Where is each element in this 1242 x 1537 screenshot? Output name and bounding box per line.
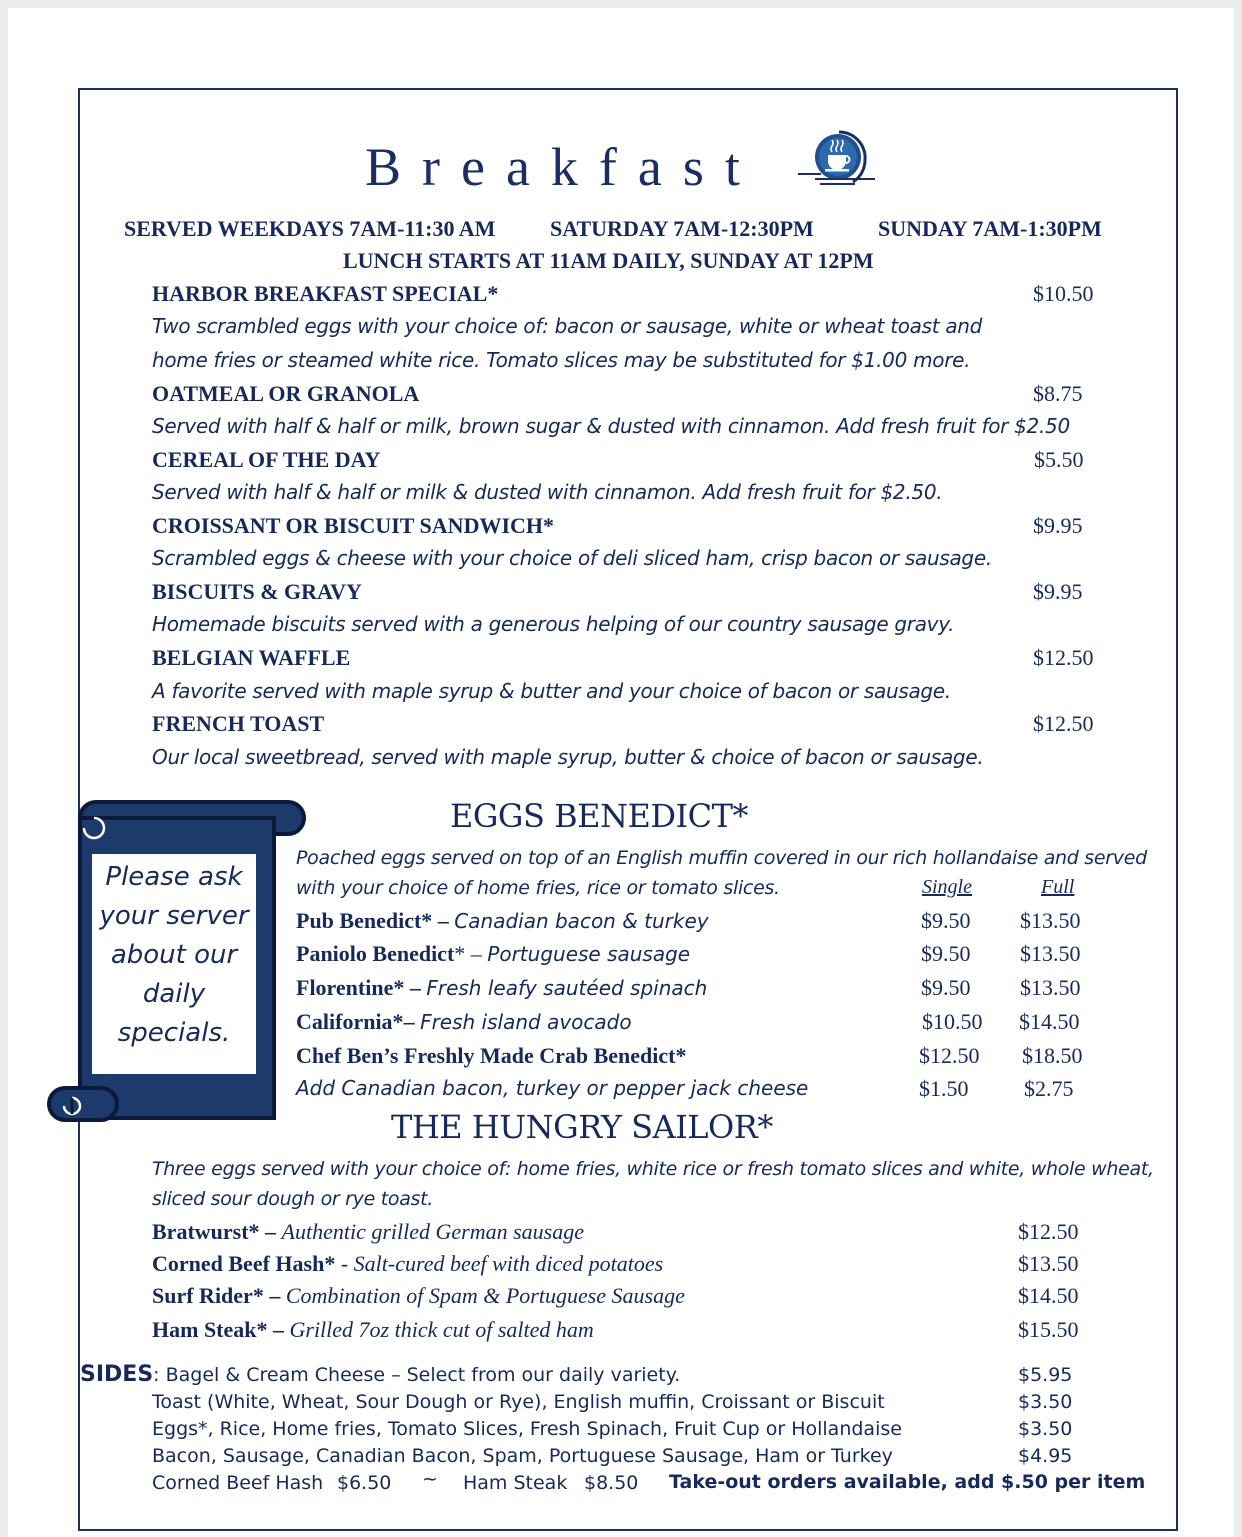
sides-label: SIDES	[80, 1362, 154, 1387]
column-header-single: Single	[922, 876, 972, 898]
item-name: FRENCH TOAST	[152, 711, 325, 736]
sides-corned-beef: Corned Beef Hash	[152, 1472, 324, 1494]
benedict-item	[296, 1043, 686, 1069]
benedict-item	[296, 975, 707, 1001]
eggs-benedict-heading: EGGS BENEDICT*	[450, 797, 748, 835]
sides-tilde: ~	[422, 1468, 438, 1490]
benedict-separator: –	[432, 908, 455, 933]
item-description: Served with half & half or milk, brown sugar & dusted with cinnamon. Add fresh fruit for $2.50	[152, 414, 1070, 438]
sailor-name: Surf Rider*	[152, 1283, 264, 1308]
item-price: $5.50	[1034, 447, 1084, 472]
item-description: A favorite served with maple syrup & butter and your choice of bacon or sausage.	[152, 679, 951, 703]
benedict-name: Pub Benedict*	[296, 908, 433, 933]
item-description: Our local sweetbread, served with maple syrup, butter & choice of bacon or sausage.	[152, 745, 984, 769]
benedict-item-desc: Portuguese sausage	[487, 942, 691, 966]
price-single: $10.50	[922, 1009, 983, 1034]
sailor-description: Three eggs served with your choice of: home fries, white rice or fresh tomato slices and white, whole wheat,	[152, 1158, 1154, 1180]
item-name: CEREAL OF THE DAY	[152, 447, 381, 472]
item-name: HARBOR BREAKFAST SPECIAL*	[152, 281, 499, 306]
price-full: $13.50	[1020, 975, 1081, 1000]
item-price: $9.95	[1033, 513, 1083, 538]
sailor-item	[152, 1283, 685, 1309]
item-description: Two scrambled eggs with your choice of: bacon or sausage, white or wheat toast and	[152, 314, 983, 338]
sides-price: $3.50	[1018, 1418, 1073, 1440]
benedict-name: California*	[296, 1009, 404, 1034]
benedict-item	[296, 908, 709, 934]
sailor-name: Corned Beef Hash*	[152, 1251, 336, 1276]
sailor-description: sliced sour dough or rye toast.	[152, 1188, 434, 1210]
sailor-item	[152, 1251, 663, 1277]
item-description: Served with half & half or milk & dusted with cinnamon. Add fresh fruit for $2.50.	[152, 480, 943, 504]
sailor-name: Ham Steak*	[152, 1317, 268, 1342]
benedict-item	[296, 941, 690, 967]
hours-saturday: SATURDAY 7AM-12:30PM	[550, 216, 814, 241]
item-price: $10.50	[1033, 281, 1094, 306]
item-name: CROISSANT OR BISCUIT SANDWICH*	[152, 513, 555, 538]
daily-specials-note: Please ask your server about our daily specials.	[99, 862, 249, 1048]
item-name: OATMEAL OR GRANOLA	[152, 381, 420, 406]
sides-text: Bacon, Sausage, Canadian Bacon, Spam, Portuguese Sausage, Ham or Turkey	[152, 1445, 893, 1467]
benedict-item-desc: Canadian bacon & turkey	[454, 909, 709, 933]
benedict-item-desc: Fresh leafy sautéed spinach	[426, 976, 708, 1000]
sailor-name: Bratwurst*	[152, 1219, 260, 1244]
sides-text: Toast (White, Wheat, Sour Dough or Rye), English muffin, Croissant or Biscuit	[152, 1391, 885, 1413]
benedict-item	[296, 1009, 632, 1035]
hours-sunday: SUNDAY 7AM-1:30PM	[878, 216, 1102, 241]
sailor-item-desc: Combination of Spam & Portuguese Sausage	[285, 1283, 685, 1308]
sailor-item	[152, 1317, 594, 1343]
price-full: $13.50	[1020, 941, 1081, 966]
item-description: Scrambled eggs & cheese with your choice of deli sliced ham, crisp bacon or sausage.	[152, 546, 992, 570]
takeout-note: Take-out orders available, add $.50 per item	[669, 1471, 1146, 1493]
benedict-name: Chef Ben’s Freshly Made Crab Benedict*	[296, 1043, 687, 1068]
item-price: $9.95	[1033, 579, 1083, 604]
sides-ham-steak-price: $8.50	[584, 1472, 639, 1494]
page-title: Breakfast	[365, 137, 761, 197]
benedict-description: with your choice of home fries, rice or tomato slices.	[296, 877, 780, 899]
sides-ham-steak: Ham Steak	[463, 1472, 568, 1494]
item-name: BELGIAN WAFFLE	[152, 645, 351, 670]
coffee-cup-icon	[795, 128, 879, 188]
benedict-name: Paniolo Benedict	[296, 941, 455, 966]
sides-text: Eggs*, Rice, Home fries, Tomato Slices, Fresh Spinach, Fruit Cup or Hollandaise	[152, 1418, 902, 1440]
sides-price: $3.50	[1018, 1391, 1073, 1413]
sailor-separator: –	[263, 1283, 286, 1308]
benedict-item-desc: Fresh island avocado	[420, 1010, 632, 1034]
sailor-price: $14.50	[1018, 1283, 1079, 1308]
price-single: $12.50	[919, 1043, 980, 1068]
price-full: $18.50	[1022, 1043, 1083, 1068]
sailor-separator: -	[335, 1251, 354, 1276]
sailor-price: $12.50	[1018, 1219, 1079, 1244]
item-description: home fries or steamed white rice. Tomato slices may be substituted for $1.00 more.	[152, 348, 971, 372]
sides-corned-beef-price: $6.50	[337, 1472, 392, 1494]
sides-price: $5.95	[1018, 1364, 1073, 1386]
sides-price: $4.95	[1018, 1445, 1073, 1467]
addon-price-single: $1.50	[919, 1076, 969, 1101]
sailor-price: $15.50	[1018, 1317, 1079, 1342]
sailor-item	[152, 1219, 584, 1245]
item-price: $12.50	[1033, 645, 1094, 670]
column-header-full: Full	[1041, 876, 1075, 898]
sailor-item-desc: Authentic grilled German sausage	[281, 1219, 585, 1244]
item-description: Homemade biscuits served with a generous helping of our country sausage gravy.	[152, 612, 955, 636]
sailor-price: $13.50	[1018, 1251, 1079, 1276]
price-single: $9.50	[921, 908, 971, 933]
hours-lunch: LUNCH STARTS AT 11AM DAILY, SUNDAY AT 12PM	[343, 248, 874, 273]
hungry-sailor-heading: THE HUNGRY SAILOR*	[391, 1108, 773, 1146]
sides-text: : Bagel & Cream Cheese – Select from our daily variety.	[153, 1364, 681, 1386]
sailor-separator: –	[267, 1317, 290, 1342]
item-name: BISCUITS & GRAVY	[152, 579, 362, 604]
addon-price-full: $2.75	[1024, 1076, 1074, 1101]
benedict-separator: * –	[454, 941, 488, 966]
price-full: $13.50	[1020, 908, 1081, 933]
sailor-separator: –	[259, 1219, 282, 1244]
hours-weekdays: SERVED WEEKDAYS 7AM-11:30 AM	[124, 216, 496, 241]
benedict-name: Florentine*	[296, 975, 405, 1000]
price-single: $9.50	[921, 975, 971, 1000]
benedict-addon: Add Canadian bacon, turkey or pepper jack cheese	[296, 1076, 809, 1100]
item-price: $8.75	[1033, 381, 1083, 406]
sailor-item-desc: Salt-cured beef with diced potatoes	[353, 1251, 664, 1276]
benedict-separator: –	[404, 975, 427, 1000]
sailor-item-desc: Grilled 7oz thick cut of salted ham	[289, 1317, 594, 1342]
price-full: $14.50	[1019, 1009, 1080, 1034]
price-single: $9.50	[921, 941, 971, 966]
benedict-description: Poached eggs served on top of an English muffin covered in our rich hollandaise and served	[296, 847, 1147, 869]
sides-line	[80, 1362, 680, 1387]
benedict-separator: –	[403, 1009, 421, 1034]
item-price: $12.50	[1033, 711, 1094, 736]
